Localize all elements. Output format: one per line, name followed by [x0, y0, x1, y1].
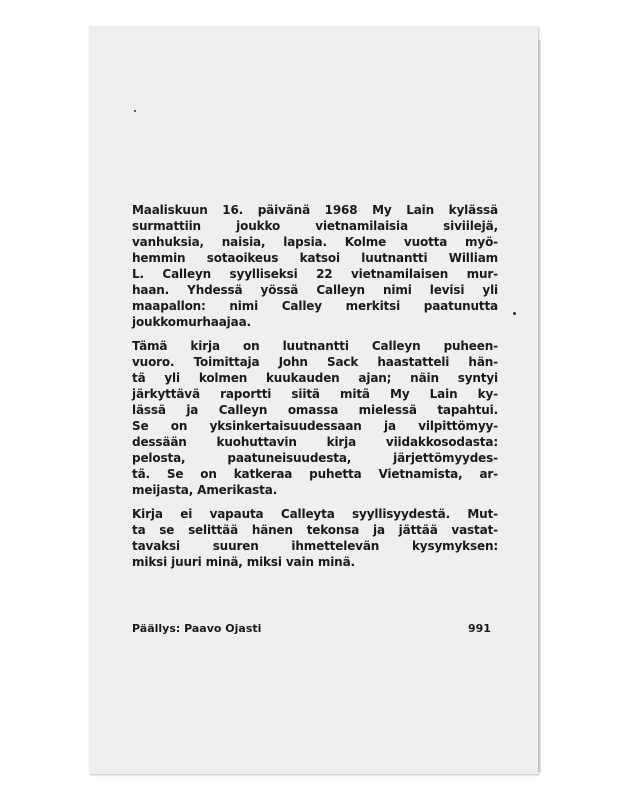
blurb-line: dessään kuohuttavin kirja viidakkosodasta: — [132, 435, 498, 449]
back-cover — [89, 26, 538, 774]
blurb-paragraph — [132, 506, 498, 570]
blurb-line: haan. Yhdessä yössä Calleyn nimi levisi yli — [132, 283, 498, 297]
blurb-line: ta se selittää hänen tekonsa ja jättää vastat- — [132, 523, 498, 537]
blurb-line: tä. Se on katkeraa puhetta Vietnamista, ar- — [132, 467, 498, 481]
cover-designer-credit: Päällys: Paavo Ojasti — [132, 622, 262, 635]
blurb-line: pelosta, paatuneisuudesta, järjettömyydes- — [132, 451, 498, 465]
blurb-paragraph — [132, 338, 498, 498]
blurb-line: vanhuksia, naisia, lapsia. Kolme vuotta myö- — [132, 235, 498, 249]
print-speck — [134, 110, 136, 112]
blurb-line: hemmin sotaoikeus katsoi luutnantti William — [132, 251, 498, 265]
catalog-number: 991 — [468, 622, 491, 635]
blurb-line: tavaksi suuren ihmettelevän kysymyksen: — [132, 539, 498, 553]
blurb-line: Kirja ei vapauta Calleyta syyllisyydestä. Mut- — [132, 507, 498, 521]
blurb-line: maapallon: nimi Calley merkitsi paatunutta — [132, 299, 498, 313]
blurb-line: L. Calleyn syylliseksi 22 vietnamilaisen mur- — [132, 267, 498, 281]
print-speck — [513, 312, 516, 315]
blurb-line: Maaliskuun 16. päivänä 1968 My Lain kylässä — [132, 203, 498, 217]
blurb-text — [132, 202, 498, 578]
blurb-line: joukkomurhaajaa. — [132, 315, 251, 329]
blurb-line: miksi juuri minä, miksi vain minä. — [132, 555, 355, 569]
blurb-line: järkyttävä raportti siitä mitä My Lain ky- — [132, 387, 498, 401]
blurb-line: Tämä kirja on luutnantti Calleyn puheen- — [132, 339, 498, 353]
blurb-line: tä yli kolmen kuukauden ajan; näin syntyi — [132, 371, 498, 385]
blurb-line: Se on yksinkertaisuudessaan ja vilpittömyy- — [132, 419, 498, 433]
blurb-line: vuoro. Toimittaja John Sack haastatteli hän- — [132, 355, 498, 369]
blurb-line: surmattiin joukko vietnamilaisia siviilejä, — [132, 219, 498, 233]
blurb-paragraph — [132, 202, 498, 330]
blurb-line: meijasta, Amerikasta. — [132, 483, 278, 497]
blurb-line: lässä ja Calleyn omassa mielessä tapahtui. — [132, 403, 498, 417]
